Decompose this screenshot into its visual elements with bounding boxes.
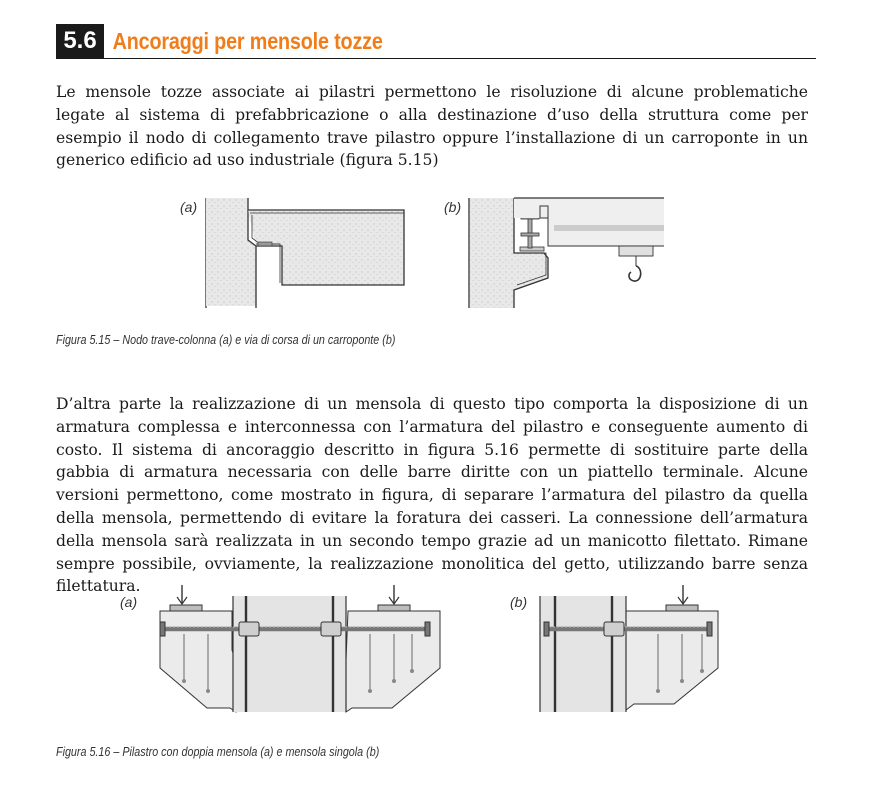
figure-516b-single-corbel [540,585,718,712]
figure-515-label-a: (a) [180,199,198,215]
paragraph-intro: Le mensole tozze associate ai pilastri permettono le risoluzione di alcune problematiche legate al sistema di prefabbricazione o alla destinazione d’uso della struttura come per esempio il nodo di collegamento trave pilastro oppure l’installazione di un carroponte in un generico edificio ad uso industriale (figura 5.15) [56,83,808,170]
figure-515-label-b: (b) [444,199,462,215]
figure-516-caption: Figura 5.16 – Pilastro con doppia mensola (a) e mensola singola (b) [56,745,380,759]
figure-515-caption: Figura 5.15 – Nodo trave-colonna (a) e via di corsa di un carroponte (b) [56,333,396,347]
figure-516-label-a: (a) [120,594,138,610]
figure-515a-joint [206,198,404,308]
section-title: Ancoraggi per mensole tozze [112,27,383,54]
section-number: 5.6 [56,24,104,58]
figure-516a-double-corbel [160,585,440,712]
figure-516-label-b: (b) [510,594,528,610]
figure-515b-crane-runway [469,198,664,308]
paragraph-body: D’altra parte la realizzazione di un mensola di questo tipo comporta la disposizione di un armatura complessa e interconnessa con l’armatura del pilastro e conseguente aumento di costo. Il sistema di ancoraggio descritto in figura 5.16 permette di sostituire parte della gabbia di armatura necessaria con delle barre diritte con un piattello terminale. Alcune versioni permettono, come mostrato in figura, di separare l’armatura del pilastro da quella della mensola, permettendo di evitare la foratura dei casseri. La connessione dell’armatura della mensola sarà realizzata in un secondo tempo grazie ad un manicotto filettato. Rimane sempre possibile, ovviamente, la realizzazione monolitica del getto, utilizzando barre senza filettatura. [56,395,808,596]
